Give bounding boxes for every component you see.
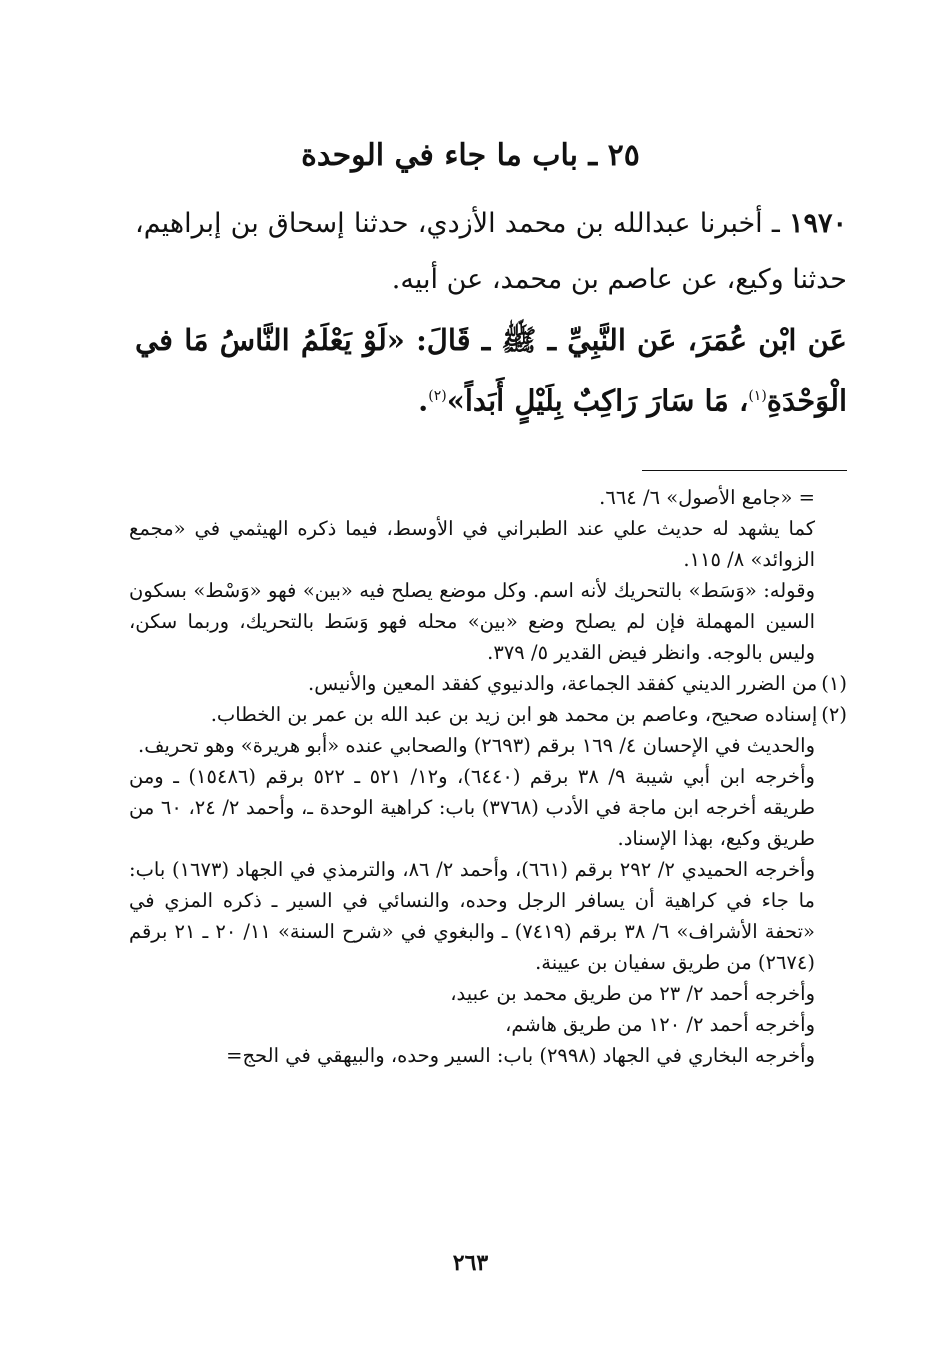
footnote-2-text: إسناده صحيح، وعاصم بن محمد هو ابن زيد بن عبد الله بن عمر بن الخطاب.	[210, 703, 818, 726]
hadith-isnad-paragraph	[135, 196, 847, 308]
footnote-1-number: (١)	[821, 672, 847, 695]
footnote-2-number: (٢)	[821, 703, 847, 726]
hadith-matn	[135, 312, 847, 429]
hadith-text-end: .	[418, 383, 429, 418]
footnote-ref-2: (٢)	[428, 388, 447, 404]
footnote-1	[129, 668, 847, 699]
hadith-number: ١٩٧٠	[788, 208, 847, 239]
footnote-2-ahmad-2: وأخرجه أحمد ٢/ ١٢٠ من طريق هاشم،	[505, 1013, 815, 1036]
footnote-2-ahmad-1: وأخرجه أحمد ٢/ ٢٣ من طريق محمد بن عبيد،	[450, 982, 815, 1005]
chapter-title: ٢٥ ـ باب ما جاء في الوحدة	[301, 138, 640, 173]
footnote-2-humaydi: وأخرجه الحميدي ٢/ ٢٩٢ برقم (٦٦١)، وأحمد ٢/ ٨٦، والترمذي في الجهاد (١٦٧٣) باب: ما جاء في كراهية أن يسافر الرجل وحده، والنسائي في السير ـ ذكره المزي في «تحفة الأشراف» ٦/ ٣٨ برقم (٧٤١٩) ـ والبغوي في «شرح السنة» ١١/ ٢٠ ـ ٢١ برقم (٢٦٧٤) من طريق سفيان بن عيينة.	[129, 858, 815, 974]
footnote-separator	[642, 470, 847, 471]
footnote-wasat-line: وقوله: «وَسَط» بالتحريك لأنه اسم. وكل موضع يصلح فيه «بين» فهو «وَسْط» بسكون السين المهملة فإن لم يصلح وضع «بين» محله فهو وَسَط بالتحريك، وربما سكن، وليس بالوجه. وانظر فيض القدير ٥/ ٣٧٩.	[129, 579, 815, 664]
footnote-1-text: من الضرر الديني كفقد الجماعة، والدنيوي كفقد المعين والأنيس.	[308, 672, 818, 695]
footnote-2-bukhari: وأخرجه البخاري في الجهاد (٢٩٩٨) باب: السير وحده، والبيهقي في الحج=	[226, 1044, 815, 1067]
hadith-text-part2: ، مَا سَارَ رَاكِبٌ بِلَيْلٍ أَبَداً»	[446, 383, 749, 418]
footnote-witness-line: كما يشهد له حديث علي عند الطبراني في الأوسط، فيما ذكره الهيثمي في «مجمع الزوائد» ٨/ ١١٥.	[129, 517, 815, 571]
footnote-ref-1: (١)	[748, 388, 767, 404]
footnote-continued-line: = «جامع الأصول» ٦/ ٦٦٤.	[599, 486, 815, 509]
hadith-text-part1: عَن ابْن عُمَرَ، عَن النَّبِيِّ ـ ﷺ ـ قَالَ: «لَوْ يَعْلَمُ النَّاسُ مَا في الْوَحْدَةِ	[135, 323, 847, 418]
hadith-block	[135, 196, 847, 429]
footnote-2-ibn-abi-shayba: وأخرجه ابن أبي شيبة ٩/ ٣٨ برقم (٦٤٤٠)، و١٢/ ٥٢١ ـ ٥٢٢ برقم (١٥٤٨٦) ـ ومن طريقه أخرجه ابن ماجة في الأدب (٣٧٦٨) باب: كراهية الوحدة ـ، وأحمد ٢/ ٢٤، ٦٠ من طريق وكيع، بهذا الإسناد.	[129, 765, 815, 850]
footnotes-block	[129, 482, 847, 1071]
page-number: ٢٦٣	[452, 1250, 489, 1276]
footnote-2-hadith-line: والحديث في الإحسان ٤/ ١٦٩ برقم (٢٦٩٣) والصحابي عنده «أبو هريرة» وهو تحريف.	[138, 734, 815, 757]
hadith-isnad: ـ أخبرنا عبدالله بن محمد الأزدي، حدثنا إسحاق بن إبراهيم، حدثنا وكيع، عن عاصم بن محمد، عن أبيه.	[135, 208, 847, 295]
footnote-2	[129, 699, 847, 730]
